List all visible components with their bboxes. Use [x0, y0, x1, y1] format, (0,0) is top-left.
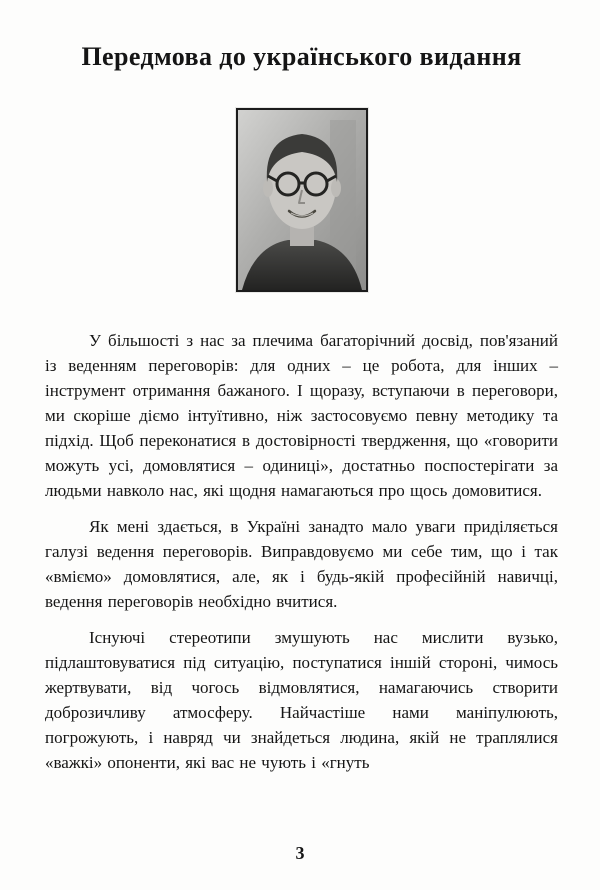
body-text [45, 328, 558, 775]
portrait-photo [236, 108, 368, 292]
paragraph-2: Як мені здається, в Україні занадто мало уваги приділяється галузі ведення переговорів. Виправдовуємо ми себе тим, що і так «вміємо» домовлятися, але, як і будь-якій професійній навичці, ведення переговорів необхідно вчитися. [45, 516, 558, 611]
paragraph-1: У більшості з нас за плечима багаторічний досвід, пов'язаний із веденням переговорів: для одних – це робота, для інших – інструмент отримання бажаного. І щоразу, вступаючи в переговори, ми скоріше діємо інтуїтивно, ніж застосовуємо певну методику та підхід. Щоб переконатися в достовірності твердження, що «говорити можуть усі, домовлятися – одиниці», достатньо поспостерігати за людьми навколо нас, які щодня намагаються про щось домовитися. [45, 330, 558, 500]
portrait-illustration [238, 110, 366, 290]
page-title: Передмова до українського видання [81, 42, 522, 71]
page-number: 3 [295, 843, 305, 863]
portrait-photo-container [45, 108, 558, 292]
paragraph-3: Існуючі стереотипи змушують нас мислити вузько, підлаштовуватися під ситуацію, поступатися іншій стороні, чимось жертвувати, від чогось відмовлятися, намагаючись створити доброзичливу атмосферу. Найчастіше нами маніпулюють, погрожують, і навряд чи знайдеться людина, якій не траплялися «важкі» опоненти, які вас не чують і «гнуть [45, 627, 558, 772]
